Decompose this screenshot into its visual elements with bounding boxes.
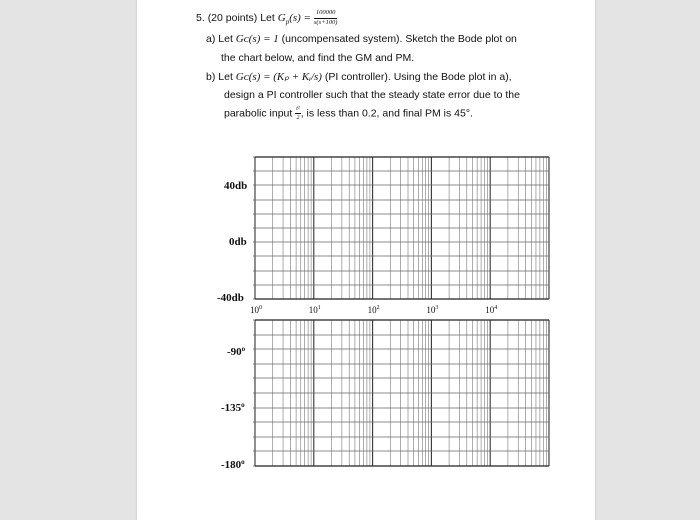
- freq-tick-label: $10^1$: [308, 305, 321, 315]
- input-numerator: t²: [296, 106, 300, 112]
- part-a-controller: Gᴄ(s) = 1: [235, 33, 279, 45]
- mag-label-0db: 0db: [229, 236, 247, 248]
- plant-denominator: s(s+100): [313, 18, 338, 26]
- phase-grid: [253, 320, 549, 466]
- problem-points: (20 points): [207, 11, 258, 24]
- mag-label-minus40db: -40db: [217, 292, 244, 304]
- part-b-input-label: parabolic input: [224, 107, 293, 120]
- freq-tick-label: $10^0$: [250, 305, 262, 315]
- part-b-label: b): [206, 71, 216, 83]
- part-b-line-2: design a PI controller such that the steady state error due to the: [224, 89, 520, 101]
- mag-label-40db: 40db: [224, 180, 248, 192]
- part-a-text: (uncompensated system). Sketch the Bode plot on: [281, 33, 517, 45]
- plant-numerator: 100000: [314, 10, 338, 19]
- part-a-label: a): [206, 33, 216, 45]
- part-b-let: Let: [218, 71, 233, 83]
- phase-label-minus180: -180$^o$: [221, 458, 245, 471]
- problem-let: Let: [260, 11, 275, 24]
- problem-number: 5.: [196, 11, 205, 24]
- part-a-let: Let: [218, 33, 233, 45]
- phase-label-minus135: -135$^o$: [221, 401, 245, 414]
- part-b-requirement: , is less than 0.2, and final PM is 45°.: [300, 107, 473, 120]
- part-a-line-2: the chart below, and find the GM and PM.: [221, 52, 415, 64]
- frequency-tick-labels: [250, 305, 497, 315]
- magnitude-grid: [253, 157, 549, 299]
- freq-tick-label: $10^4$: [485, 305, 498, 315]
- phase-label-minus90: -90$^o$: [227, 345, 246, 358]
- input-denominator: 2: [296, 115, 300, 121]
- plant-symbol: $G_p(s)$ =: [277, 11, 311, 26]
- part-b-text: (PI controller). Using the Bode plot in a),: [324, 71, 512, 83]
- part-b-controller: Gᴄ(s) = (Kₚ + Kᵢ/s): [235, 71, 322, 83]
- freq-tick-label: $10^2$: [367, 305, 380, 315]
- freq-tick-label: $10^3$: [426, 305, 439, 315]
